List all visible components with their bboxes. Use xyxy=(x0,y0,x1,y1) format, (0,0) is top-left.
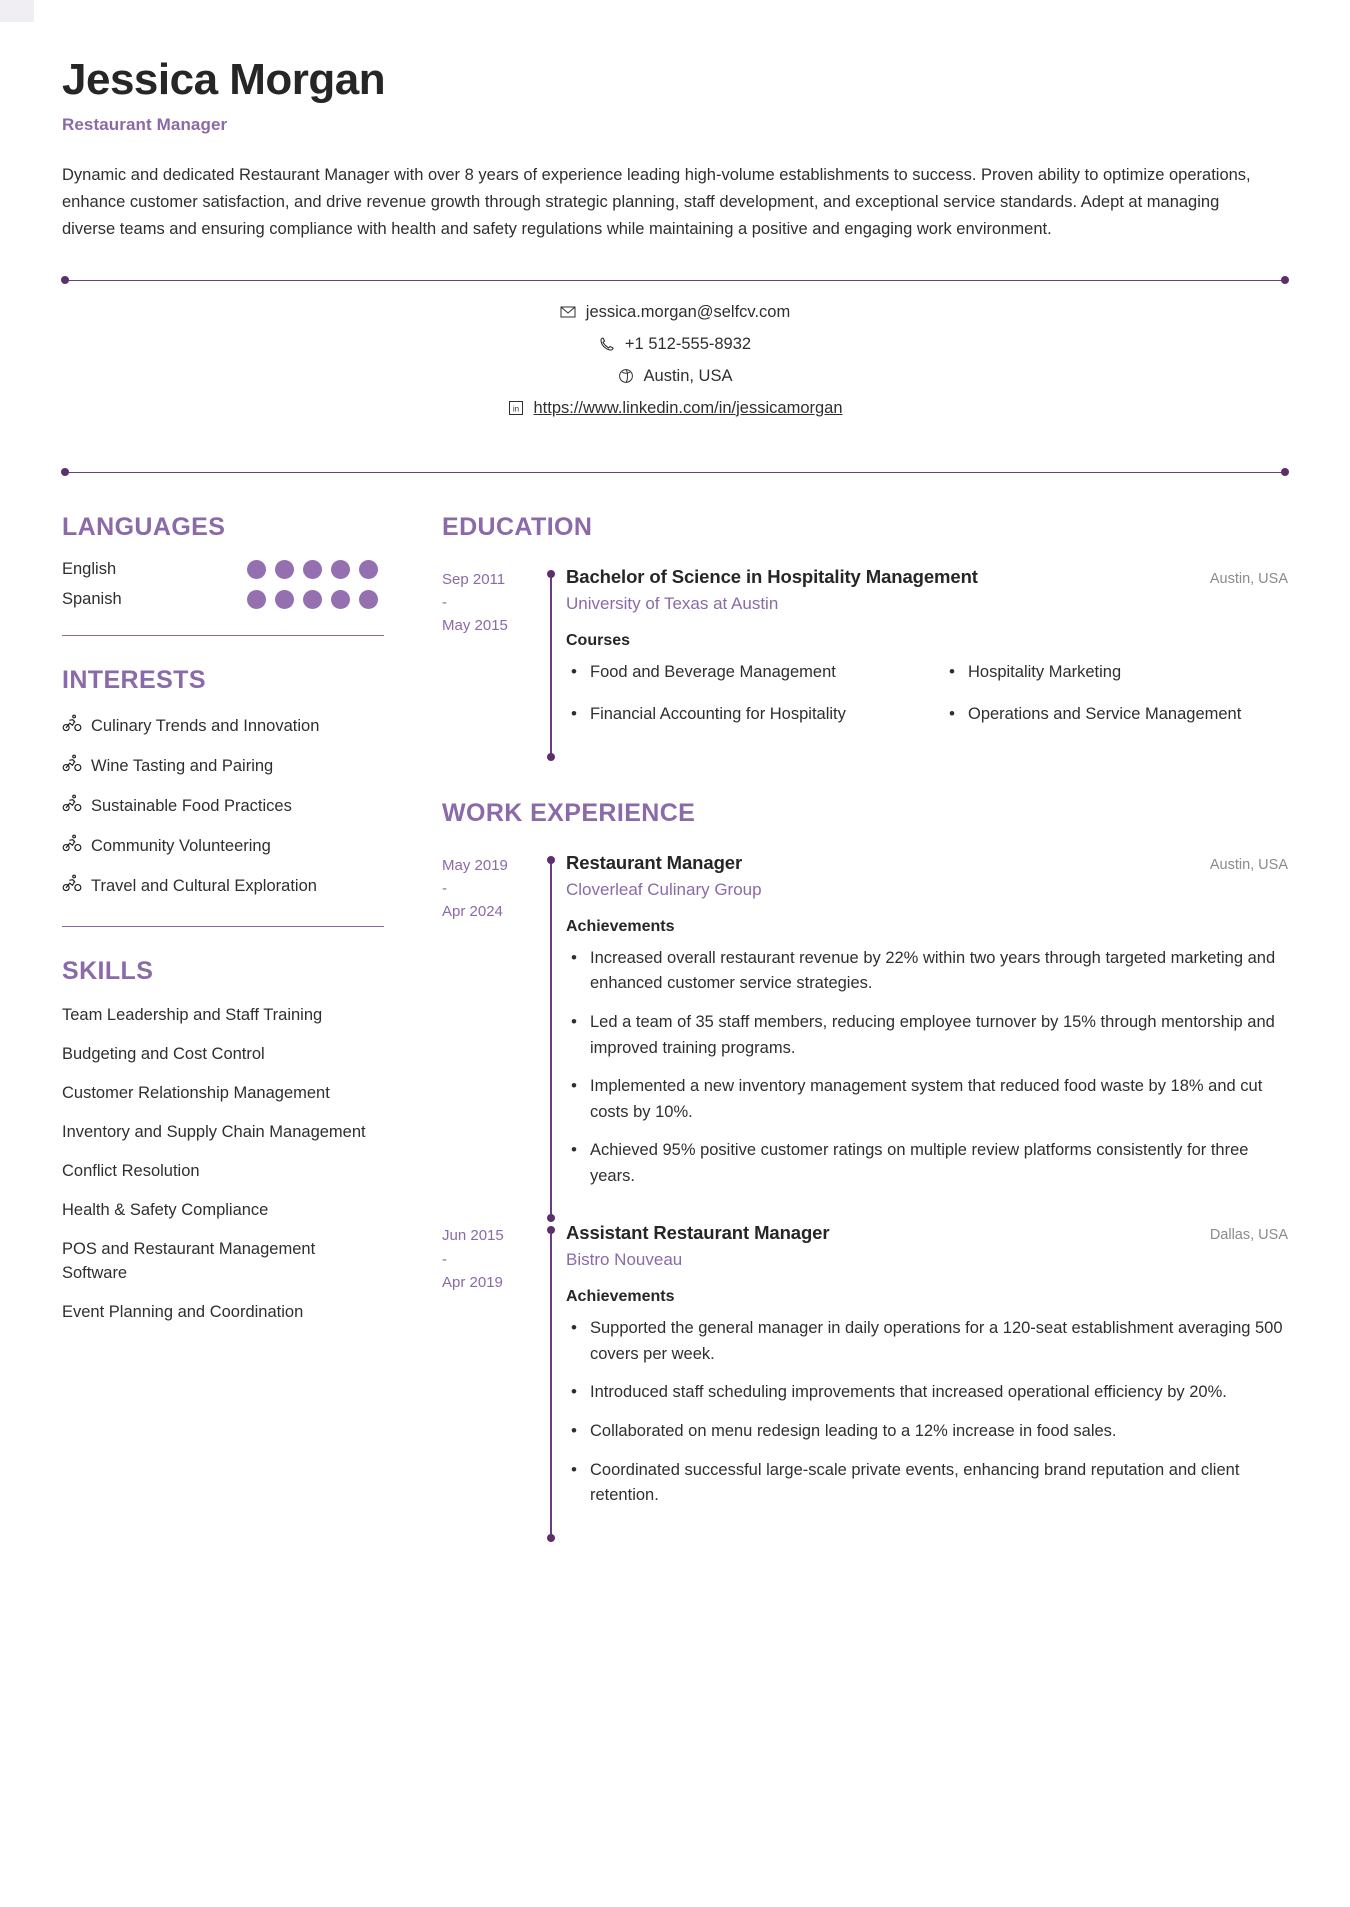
language-level-dots xyxy=(247,560,384,579)
languages-heading: LANGUAGES xyxy=(62,512,226,541)
bicycle-icon xyxy=(62,873,82,893)
contact-divider-bottom xyxy=(62,472,1288,473)
work-experience-entries xyxy=(442,852,1288,1542)
entry-date-range xyxy=(442,852,538,1223)
company-name: Cloverleaf Culinary Group xyxy=(566,879,762,899)
interests-heading: INTERESTS xyxy=(62,665,206,694)
languages-section xyxy=(62,513,384,609)
timeline-dot xyxy=(547,753,555,761)
interest-label: Travel and Cultural Exploration xyxy=(91,877,317,896)
contact-divider-top xyxy=(62,280,1288,281)
contact-phone-row[interactable] xyxy=(599,335,751,354)
achievements-label: Achievements xyxy=(566,1288,675,1306)
skill-item: Health & Safety Compliance xyxy=(62,1200,269,1219)
contact-linkedin-row[interactable] xyxy=(507,399,842,418)
entry-date-range xyxy=(442,566,538,761)
education-entries xyxy=(442,566,1288,761)
resume-header xyxy=(62,55,1288,244)
course-item: • Financial Accounting for Hospitality xyxy=(566,702,910,728)
timeline-track xyxy=(538,566,564,761)
education-entry xyxy=(442,566,1288,761)
timeline-dot xyxy=(547,570,555,578)
bicycle-icon xyxy=(62,873,82,900)
candidate-job-title: Restaurant Manager xyxy=(62,114,228,134)
achievement-item: • Increased overall restaurant revenue by 22% within two years through targeted marketing and enhanced customer service strategies. xyxy=(566,946,1288,997)
language-name: English xyxy=(62,559,117,578)
contact-section xyxy=(62,281,1288,436)
entry-start-date: May 2019 xyxy=(442,856,508,874)
timeline-line xyxy=(550,1229,552,1536)
entry-body xyxy=(564,852,1288,1223)
bicycle-icon xyxy=(62,753,82,780)
entry-header xyxy=(566,852,1288,874)
school-name: University of Texas at Austin xyxy=(566,593,779,613)
entry-location: Austin, USA xyxy=(1209,570,1288,587)
contact-location-row xyxy=(618,367,733,386)
skills-heading: SKILLS xyxy=(62,957,154,986)
timeline-dot xyxy=(547,856,555,864)
interest-label: Sustainable Food Practices xyxy=(91,796,292,815)
svg-text:in: in xyxy=(512,404,520,414)
sidebar-divider xyxy=(62,635,384,636)
email-icon xyxy=(560,304,577,321)
work-experience-heading: WORK EXPERIENCE xyxy=(442,798,696,827)
skill-item: Team Leadership and Staff Training xyxy=(62,1006,323,1025)
candidate-name: Jessica Morgan xyxy=(62,55,386,104)
entry-header xyxy=(566,566,1288,588)
entry-date-dash: - xyxy=(442,1250,447,1268)
achievement-item: • Supported the general manager in daily operations for a 120-seat establishment averaging 500 covers per week. xyxy=(566,1316,1288,1367)
contact-email-text: jessica.morgan@selfcv.com xyxy=(585,302,791,321)
entry-end-date: Apr 2019 xyxy=(442,1273,503,1291)
interest-item xyxy=(62,793,384,820)
entry-end-date: Apr 2024 xyxy=(442,903,503,921)
course-item: • Operations and Service Management xyxy=(944,702,1288,728)
entry-header xyxy=(566,1222,1288,1244)
professional-summary: Dynamic and dedicated Restaurant Manager with over 8 years of experience leading high-volume establishments to success. Proven ability to optimize operations, enhance customer satisfaction, and drive revenue growth through strategic planning, staff development, and exceptional service standards. Adept at managing diverse teams and ensuring compliance with health and safety regulations while maintaining a positive and engaging work environment. xyxy=(62,165,1251,239)
degree-title: Bachelor of Science in Hospitality Management xyxy=(566,565,978,587)
language-level-dots xyxy=(247,590,384,609)
work-entry xyxy=(442,852,1288,1223)
language-row xyxy=(62,590,384,609)
skill-item: Budgeting and Cost Control xyxy=(62,1045,265,1064)
phone-icon xyxy=(599,336,616,353)
sidebar xyxy=(62,513,392,1340)
entry-location: Austin, USA xyxy=(1209,856,1288,873)
interest-label: Culinary Trends and Innovation xyxy=(91,716,320,735)
course-item: • Food and Beverage Management xyxy=(566,660,910,686)
contact-linkedin-text[interactable]: https://www.linkedin.com/in/jessicamorgan xyxy=(533,398,843,417)
achievement-item: • Collaborated on menu redesign leading to a 12% increase in food sales. xyxy=(566,1419,1288,1445)
timeline-line xyxy=(550,573,552,756)
entry-date-dash: - xyxy=(442,880,447,898)
main-content xyxy=(392,513,1288,1542)
course-item: • Hospitality Marketing xyxy=(944,660,1288,686)
company-name: Bistro Nouveau xyxy=(566,1250,683,1270)
bicycle-icon xyxy=(62,713,82,733)
education-heading: EDUCATION xyxy=(442,512,593,541)
entry-end-date: May 2015 xyxy=(442,617,508,635)
skills-section xyxy=(62,957,384,1324)
language-row xyxy=(62,560,384,579)
bicycle-icon xyxy=(62,753,82,773)
entry-date-range xyxy=(442,1222,538,1541)
bicycle-icon xyxy=(62,833,82,860)
skill-item: Customer Relationship Management xyxy=(62,1084,330,1103)
entry-date-dash: - xyxy=(442,593,447,611)
job-role-title: Assistant Restaurant Manager xyxy=(566,1222,830,1244)
skill-item: Event Planning and Coordination xyxy=(62,1302,304,1321)
education-section xyxy=(442,513,1288,761)
globe-icon xyxy=(618,368,635,385)
resume-body xyxy=(62,513,1288,1542)
interest-label: Wine Tasting and Pairing xyxy=(91,756,274,775)
achievement-item: • Coordinated successful large-scale private events, enhancing brand reputation and client retention. xyxy=(566,1458,1288,1509)
work-experience-section xyxy=(442,799,1288,1542)
bicycle-icon xyxy=(62,833,82,853)
timeline-dot xyxy=(547,1226,555,1234)
achievements-list xyxy=(566,946,1288,1190)
achievements-list xyxy=(566,1316,1288,1508)
skill-item: Conflict Resolution xyxy=(62,1161,200,1180)
contact-location-text: Austin, USA xyxy=(643,366,733,385)
timeline-dot xyxy=(547,1214,555,1222)
interest-label: Community Volunteering xyxy=(91,837,271,855)
skills-list xyxy=(62,1004,384,1324)
contact-email-row[interactable] xyxy=(560,303,790,322)
achievement-item: • Introduced staff scheduling improvements that increased operational efficiency by 20%. xyxy=(566,1380,1288,1406)
interest-item xyxy=(62,833,384,860)
bicycle-icon xyxy=(62,793,82,813)
skill-item: Inventory and Supply Chain Management xyxy=(62,1122,366,1141)
interest-item xyxy=(62,713,384,740)
entry-start-date: Jun 2015 xyxy=(442,1227,504,1245)
timeline-dot xyxy=(547,1534,555,1542)
language-name: Spanish xyxy=(62,589,122,608)
entry-start-date: Sep 2011 xyxy=(442,570,506,588)
courses-grid xyxy=(566,660,1288,741)
achievements-label: Achievements xyxy=(566,917,675,935)
bicycle-icon xyxy=(62,793,82,820)
work-entry xyxy=(442,1222,1288,1541)
timeline-line xyxy=(550,859,552,1218)
entry-body xyxy=(564,566,1288,761)
timeline-track xyxy=(538,852,564,1223)
page-corner-mark xyxy=(0,0,34,22)
linkedin-icon xyxy=(507,400,524,417)
contact-phone-text: +1 512-555-8932 xyxy=(624,334,752,353)
bicycle-icon xyxy=(62,713,82,740)
interest-item xyxy=(62,753,384,780)
achievement-item: • Led a team of 35 staff members, reducing employee turnover by 15% through mentorship and improved training programs. xyxy=(566,1010,1288,1061)
interest-item xyxy=(62,873,384,900)
achievement-item: • Achieved 95% positive customer ratings on multiple review platforms consistently for three years. xyxy=(566,1138,1288,1189)
job-role-title: Restaurant Manager xyxy=(566,851,743,873)
interests-section xyxy=(62,666,384,900)
courses-label: Courses xyxy=(566,631,631,649)
entry-location: Dallas, USA xyxy=(1209,1227,1288,1244)
sidebar-divider xyxy=(62,926,384,927)
skill-item: POS and Restaurant Management Software xyxy=(62,1239,316,1282)
entry-body xyxy=(564,1222,1288,1541)
achievement-item: • Implemented a new inventory management system that reduced food waste by 18% and cut costs by 10%. xyxy=(566,1074,1288,1125)
interests-list xyxy=(62,713,384,900)
timeline-track xyxy=(538,1222,564,1541)
